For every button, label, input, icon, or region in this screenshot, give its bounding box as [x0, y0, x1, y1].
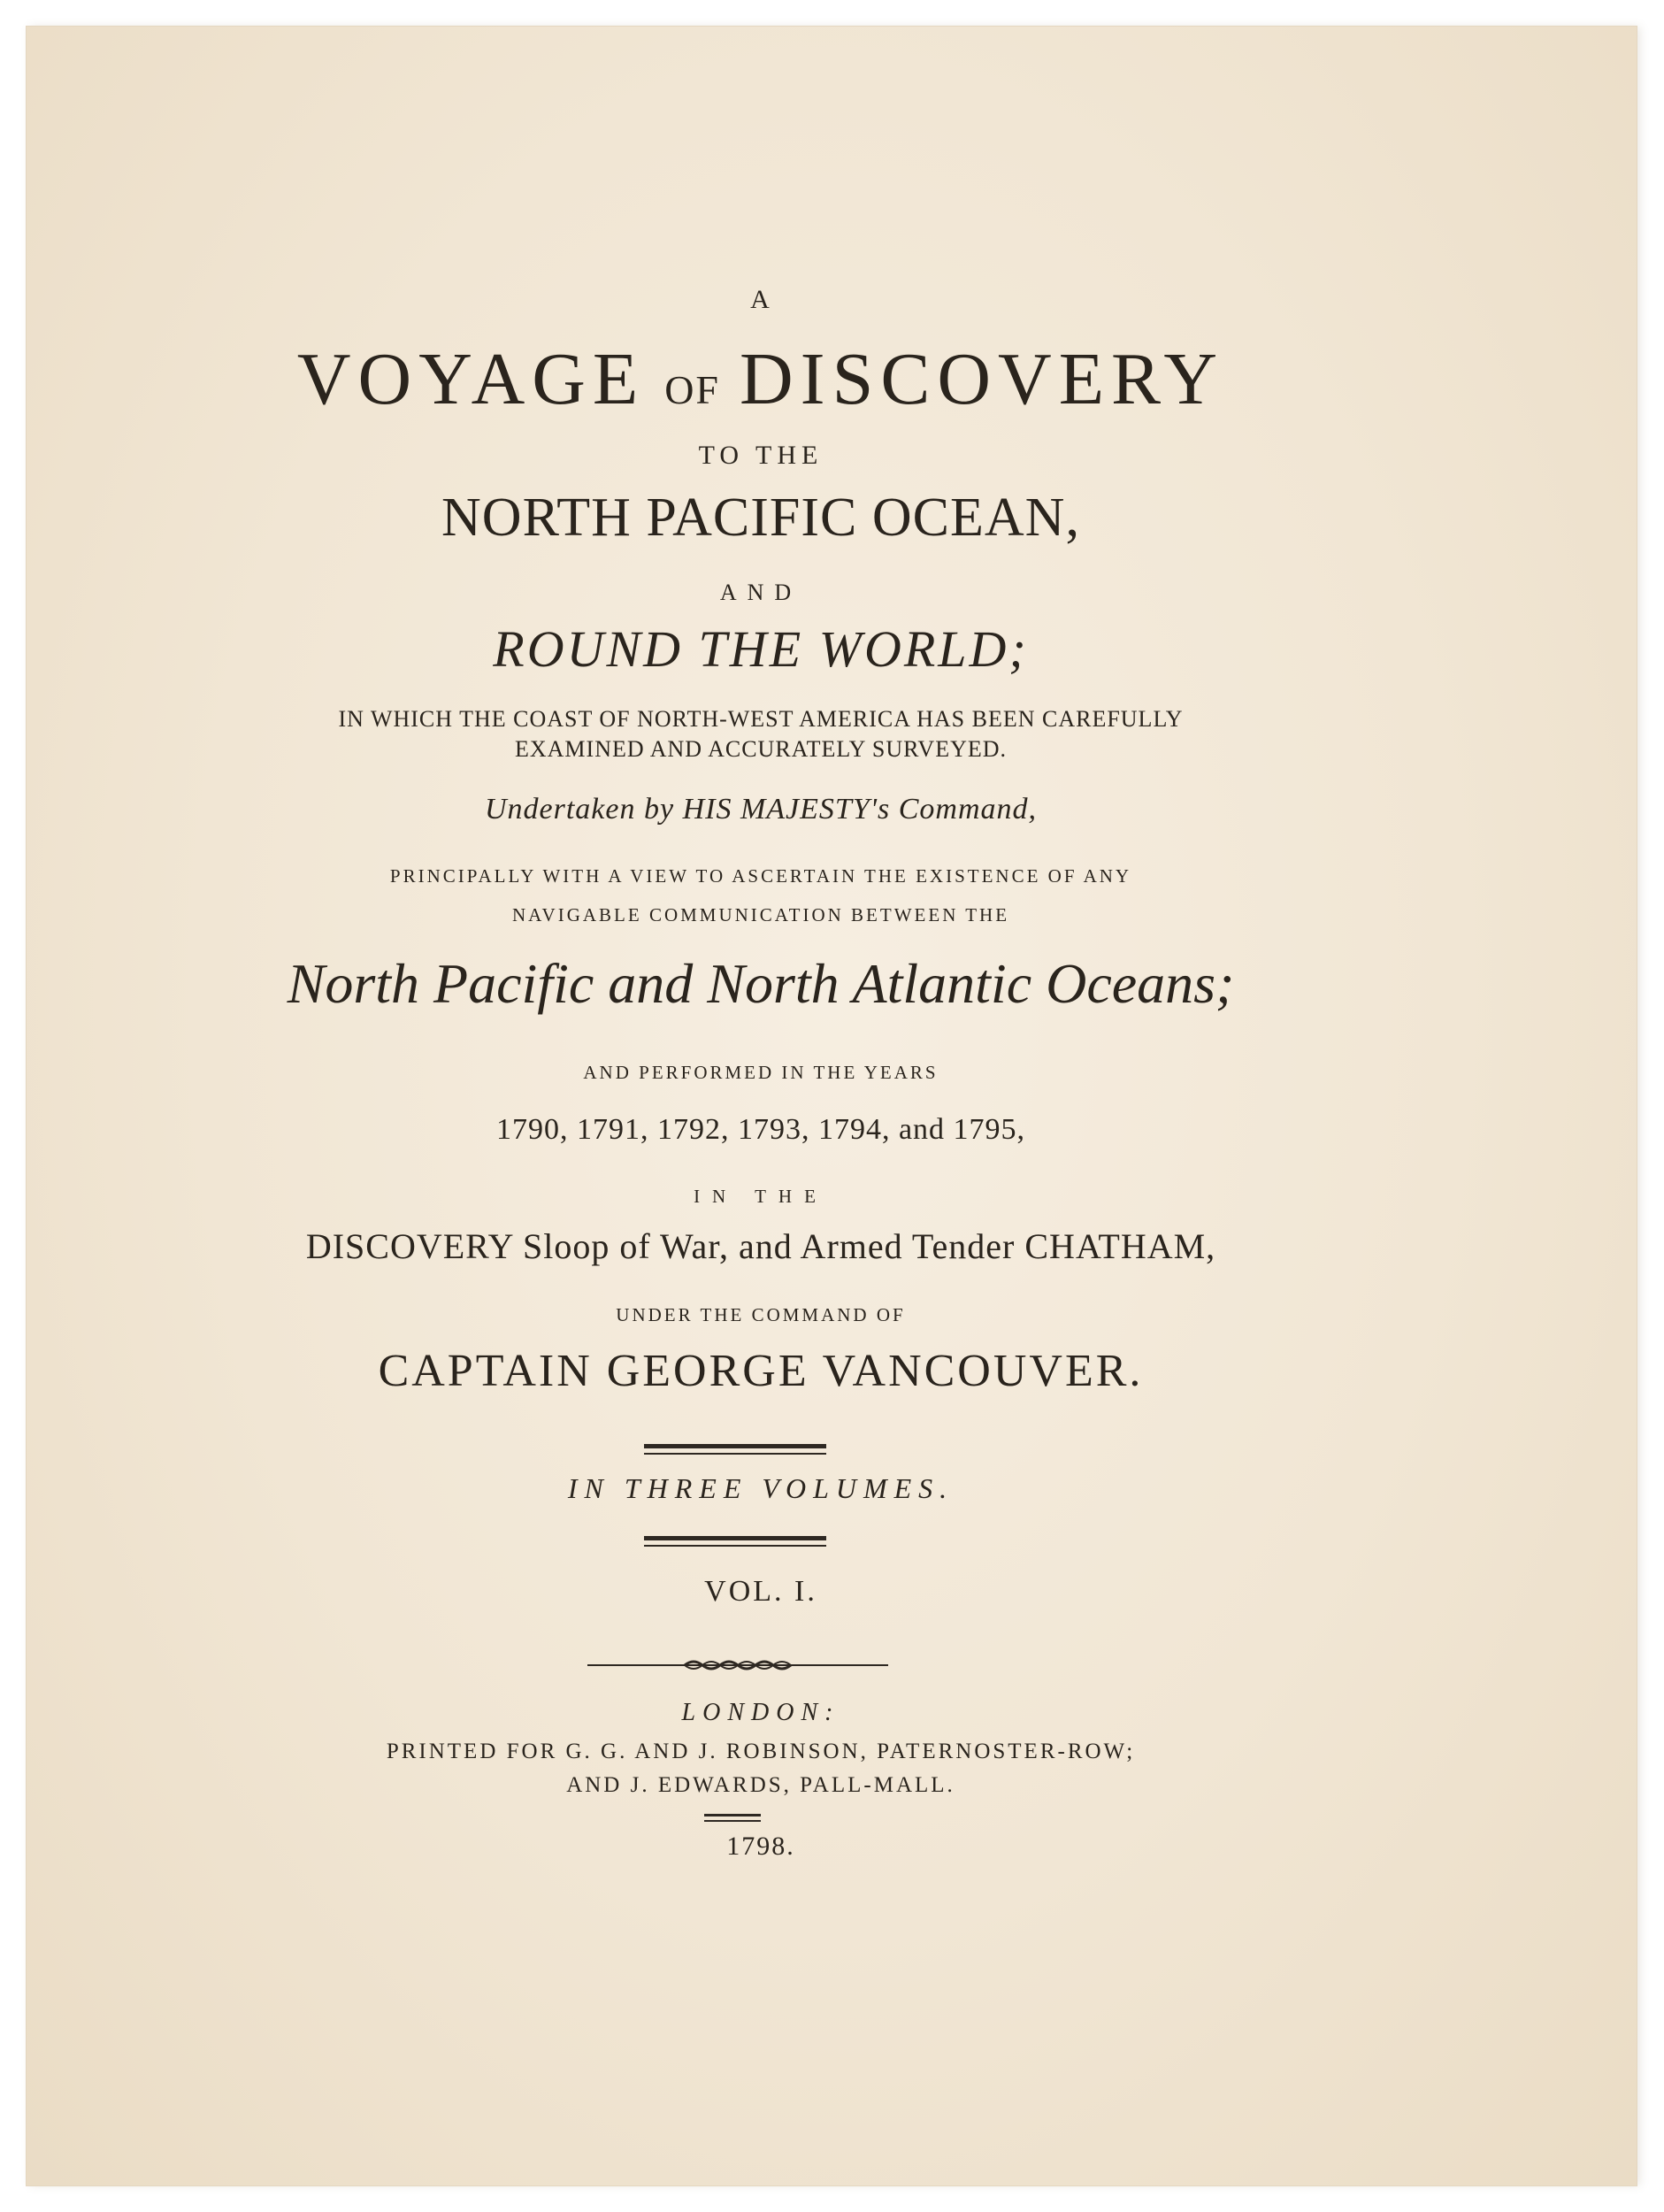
principally-line1: PRINCIPALLY WITH A VIEW TO ASCERTAIN THE EXISTENCE OF ANY — [389, 865, 1132, 887]
title-main — [27, 336, 1495, 422]
coast-description-line2: EXAMINED AND ACCURATELY SURVEYED. — [514, 736, 1008, 762]
title-page — [27, 27, 1637, 2185]
round-the-world: ROUND THE WORLD; — [493, 620, 1029, 678]
volumes-line: IN THREE VOLUMES. — [567, 1472, 955, 1504]
title-article: A — [750, 285, 771, 314]
short-double-rule — [704, 1814, 761, 1822]
vessels-line: DISCOVERY Sloop of War, and Armed Tender CHATHAM, — [305, 1226, 1216, 1266]
principally-line2: NAVIGABLE COMMUNICATION BETWEEN THE — [511, 904, 1010, 926]
place-of-publication: LONDON: — [681, 1699, 840, 1726]
printer-line2: AND J. EDWARDS, PALL-MALL. — [566, 1773, 955, 1797]
coast-description-line1: IN WHICH THE COAST OF NORTH-WEST AMERICA HAS BEEN CAREFULLY — [338, 706, 1184, 732]
under-command-line: UNDER THE COMMAND OF — [616, 1304, 906, 1325]
printer-line1: PRINTED FOR G. G. AND J. ROBINSON, PATERNOSTER-ROW; — [386, 1740, 1136, 1763]
publication-date: 1798. — [726, 1832, 795, 1861]
north-pacific-ocean: NORTH PACIFIC OCEAN, — [441, 488, 1080, 548]
volume-number: VOL. I. — [704, 1575, 817, 1608]
double-rule-top — [644, 1444, 826, 1455]
in-the-line: IN THE — [694, 1186, 828, 1207]
years-line: 1790, 1791, 1792, 1793, 1794, and 1795, — [495, 1113, 1026, 1146]
captain-line: CAPTAIN GEORGE VANCOUVER. — [378, 1346, 1144, 1396]
and-connector: AND — [719, 580, 802, 605]
performed-line: AND PERFORMED IN THE YEARS — [583, 1062, 939, 1083]
title-of: OF — [664, 367, 721, 412]
title-voyage: VOYAGE — [296, 338, 646, 420]
ornament-rule-icon — [587, 1655, 888, 1676]
undertaken-line: Undertaken by HIS MAJESTY's Command, — [484, 793, 1038, 826]
oceans-line: North Pacific and North Atlantic Oceans; — [287, 952, 1235, 1015]
double-rule-bottom — [644, 1536, 826, 1547]
to-the: TO THE — [698, 441, 824, 470]
title-discovery: DISCOVERY — [740, 338, 1225, 420]
